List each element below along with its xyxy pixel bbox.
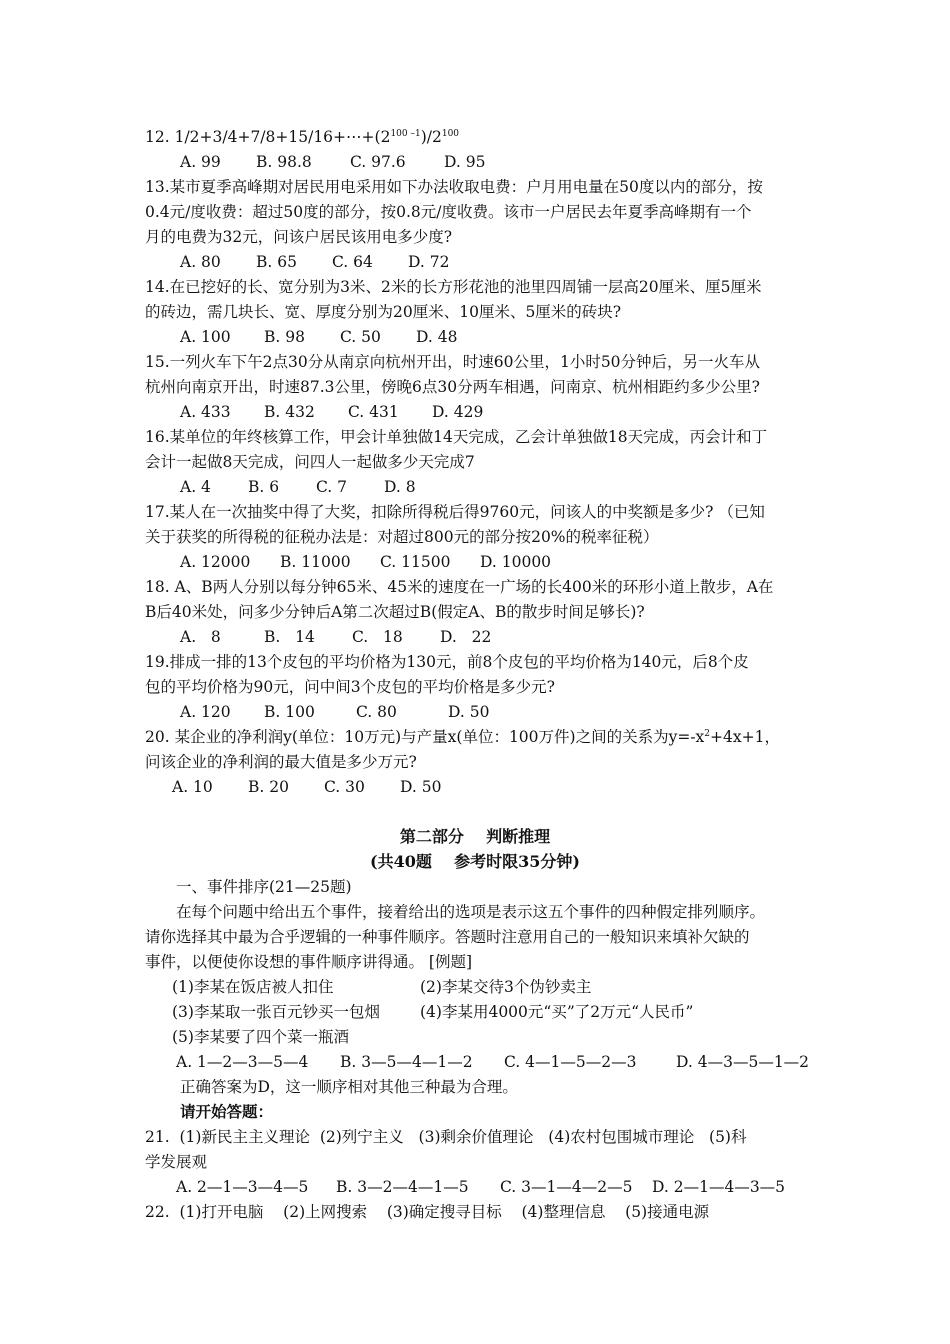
q12-stem-a: 12. 1/2+3/4+7/8+15/16+⋯+(2 <box>145 128 391 146</box>
q18-option-c: C. 18 <box>352 628 403 646</box>
q14-option-d: D. 48 <box>416 328 458 346</box>
q19-option-a: A. 120 <box>180 703 231 721</box>
q15-option-d: D. 429 <box>432 403 484 421</box>
q20-option-b: B. 20 <box>248 778 289 796</box>
q17-line-1: 17.某人在一次抽奖中得了大奖，扣除所得税后得9760元，问该人的中奖额是多少? （已知 <box>145 503 765 521</box>
q13-option-c: C. 64 <box>332 253 373 271</box>
q16-line-2: 会计一起做8天完成，问四人一起做多少天完成7 <box>145 453 475 471</box>
example-event-3: (3)李某取一张百元钞买一包烟 <box>172 1003 380 1021</box>
q15-option-b: B. 432 <box>264 403 315 421</box>
q12-option-d: D. 95 <box>444 153 486 171</box>
q13-line-1: 13.某市夏季高峰期对居民用电采用如下办法收取电费：户月用电量在50度以内的部分，按 <box>145 178 763 196</box>
q14-option-c: C. 50 <box>340 328 381 346</box>
q16-line-1: 16.某单位的年终核算工作，甲会计单独做14天完成，乙会计单独做18天完成，丙会计和丁 <box>145 428 768 446</box>
q21-option-a: A. 2—1—3—4—5 <box>176 1178 309 1196</box>
q12-stem <box>145 127 459 147</box>
q18-option-a: A. 8 <box>180 628 221 646</box>
q19-option-b: B. 100 <box>264 703 315 721</box>
q15-options <box>180 402 483 422</box>
q20-options <box>172 777 441 797</box>
example-options <box>176 1052 809 1072</box>
q16-option-a: A. 4 <box>180 478 211 496</box>
q12-options <box>180 152 485 172</box>
example-event-2: (2)李某交待3个伪钞卖主 <box>420 978 592 996</box>
example-option-a: A. 1—2—3—5—4 <box>176 1053 309 1071</box>
q14-option-a: A. 100 <box>180 328 231 346</box>
q16-options <box>180 477 416 497</box>
q14-line-1: 14.在已挖好的长、宽分别为3米、2米的长方形花池的池里四周铺一层高20厘米、厘5厘米 <box>145 278 762 296</box>
q18-options <box>180 627 491 647</box>
q20-option-d: D. 50 <box>400 778 442 796</box>
intro-line-3: 事件，以便使你设想的事件顺序讲得通。 [例题] <box>145 953 473 971</box>
q18-line-2: B后40米处，问多少分钟后A第二次超过B(假定A、B的散步时间足够长)? <box>145 603 645 621</box>
example-option-b: B. 3—5—4—1—2 <box>340 1053 473 1071</box>
q20-option-c: C. 30 <box>324 778 365 796</box>
q15-option-a: A. 433 <box>180 403 231 421</box>
example-answer: 正确答案为D，这一顺序相对其他三种最为合理。 <box>180 1078 518 1096</box>
part2-title: 第二部分 判断推理 <box>399 827 551 846</box>
part2-subtitle: (共40题 参考时限35分钟) <box>370 852 580 871</box>
q21-option-c: C. 3—1—4—2—5 <box>500 1178 633 1196</box>
q13-option-d: D. 72 <box>408 253 450 271</box>
q21-line-2: 学发展观 <box>145 1153 208 1171</box>
intro-line-1: 在每个问题中给出五个事件，接着给出的选项是表示这五个事件的四种假定排列顺序。 <box>176 903 766 921</box>
example-option-c: C. 4—1—5—2—3 <box>504 1053 637 1071</box>
q17-option-c: C. 11500 <box>380 553 451 571</box>
q17-option-a: A. 12000 <box>180 553 251 571</box>
q20-option-a: A. 10 <box>172 778 213 796</box>
q19-options <box>180 702 489 722</box>
q15-option-c: C. 431 <box>348 403 399 421</box>
q15-line-2: 杭州向南京开出，时速87.3公里，傍晚6点30分两车相遇，问南京、杭州相距约多少公里? <box>145 378 760 396</box>
q12-sup2: 100 <box>441 128 460 139</box>
q18-line-1: 18. A、B两人分别以每分钟65米、45米的速度在一广场的长400米的环形小道上散步，A在 <box>145 578 774 596</box>
q20-line-1-b: +4x+1， <box>710 728 780 746</box>
example-row-2 <box>172 1002 693 1022</box>
q14-line-2: 的砖边，需几块长、宽、厚度分别为20厘米、10厘米、5厘米的砖块? <box>145 303 622 321</box>
q20-line-1 <box>145 727 780 747</box>
q12-sup1: 100 –1 <box>390 128 421 139</box>
q19-option-d: D. 50 <box>448 703 490 721</box>
start-prompt: 请开始答题： <box>180 1102 274 1121</box>
q16-option-b: B. 6 <box>248 478 280 496</box>
q14-option-b: B. 98 <box>264 328 305 346</box>
q20-line-1-sup: 2 <box>704 728 711 739</box>
intro-line-2: 请你选择其中最为合乎逻辑的一种事件顺序。答题时注意用自己的一般知识来填补欠缺的 <box>145 928 750 946</box>
section-heading: 一、事件排序(21—25题) <box>176 878 352 896</box>
q12-option-a: A. 99 <box>180 153 221 171</box>
q21-line-1: 21. (1)新民主主义理论 (2)列宁主义 (3)剩余价值理论 (4)农村包围城市理论 (5)科 <box>145 1128 747 1146</box>
example-event-4: (4)李某用4000元“买”了2万元“人民币” <box>420 1003 694 1021</box>
q18-option-d: D. 22 <box>440 628 492 646</box>
q17-option-b: B. 11000 <box>280 553 351 571</box>
q19-line-1: 19.排成一排的13个皮包的平均价格为130元，前8个皮包的平均价格为140元，后8个皮 <box>145 653 749 671</box>
q19-line-2: 包的平均价格为90元，问中间3个皮包的平均价格是多少元? <box>145 678 555 696</box>
q12-option-c: C. 97.6 <box>350 153 406 171</box>
q17-line-2: 关于获奖的所得税的征税办法是：对超过800元的部分按20%的税率征税） <box>145 528 659 546</box>
q13-line-3: 月的电费为32元，问该户居民该用电多少度? <box>145 228 453 246</box>
example-row-3 <box>172 1027 349 1047</box>
example-event-1: (1)李某在饭店被人扣住 <box>172 978 334 996</box>
q13-options <box>180 252 449 272</box>
q13-option-b: B. 65 <box>256 253 297 271</box>
q17-options <box>180 552 551 572</box>
q19-option-c: C. 80 <box>356 703 397 721</box>
q12-option-b: B. 98.8 <box>256 153 312 171</box>
q16-option-c: C. 7 <box>316 478 348 496</box>
q16-option-d: D. 8 <box>384 478 416 496</box>
q22-line-1: 22. (1)打开电脑 (2)上网搜索 (3)确定搜寻目标 (4)整理信息 (5)接通电源 <box>145 1203 710 1221</box>
q21-option-b: B. 3—2—4—1—5 <box>336 1178 469 1196</box>
q20-line-1-a: 20. 某企业的净利润y(单位：10万元)与产量x(单位：100万件)之间的关系为y=-x <box>145 728 705 746</box>
q17-option-d: D. 10000 <box>480 553 552 571</box>
q21-option-d: D. 2—1—4—3—5 <box>652 1178 786 1196</box>
q18-option-b: B. 14 <box>264 628 315 646</box>
q13-line-2: 0.4元/度收费：超过50度的部分，按0.8元/度收费。该市一户居民去年夏季高峰期有一个 <box>145 203 752 221</box>
q13-option-a: A. 80 <box>180 253 221 271</box>
q15-line-1: 15.一列火车下午2点30分从南京向杭州开出，时速60公里，1小时50分钟后，另一火车从 <box>145 353 761 371</box>
q12-stem-b: )/2 <box>420 128 442 146</box>
example-event-5: (5)李某要了四个菜一瓶酒 <box>172 1028 349 1046</box>
q14-options <box>180 327 457 347</box>
q21-options <box>176 1177 785 1197</box>
example-option-d: D. 4—3—5—1—2 <box>676 1053 810 1071</box>
q20-line-2: 问该企业的净利润的最大值是多少万元? <box>145 753 417 771</box>
example-row-1 <box>172 977 591 997</box>
